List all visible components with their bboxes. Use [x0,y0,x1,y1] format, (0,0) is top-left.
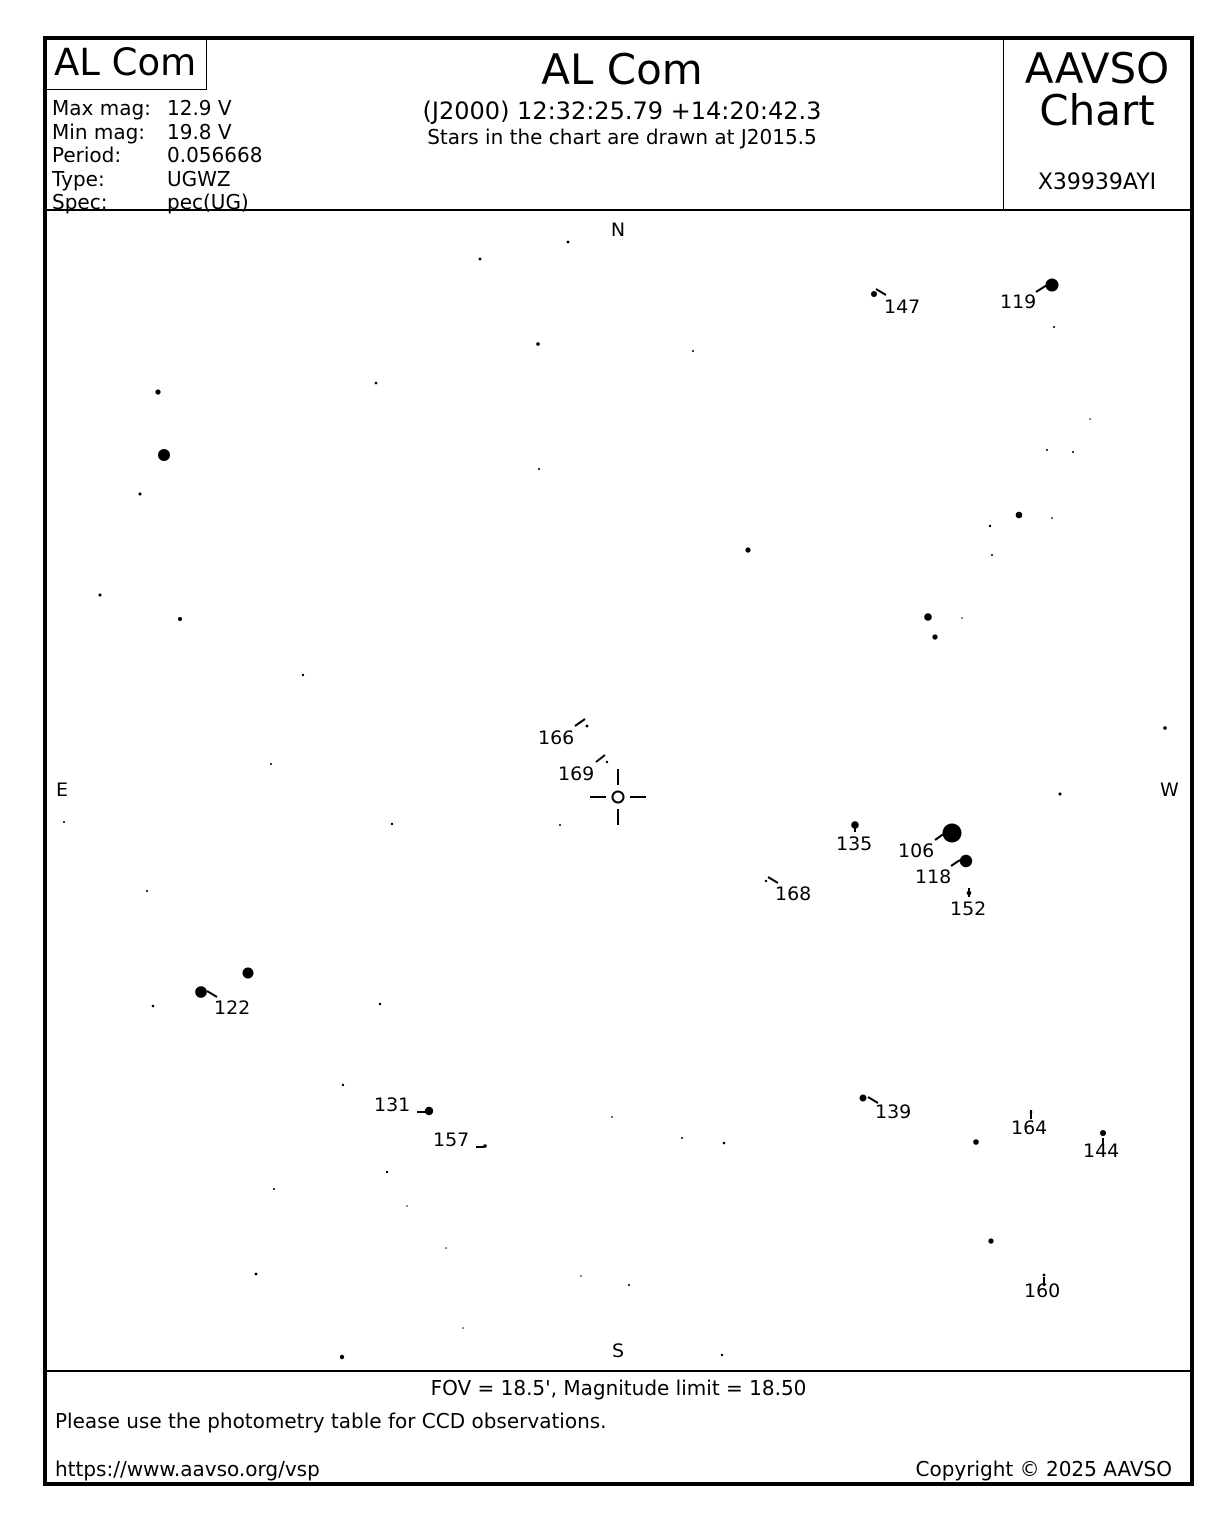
star-dot [765,880,767,882]
star-dot [302,674,304,676]
star-dot [851,821,859,829]
aavso-logo-text [1004,44,1190,135]
meta-value: 0.056668 [167,143,263,167]
star-dot [961,617,963,619]
star-dot [723,1142,726,1145]
star-dot [538,468,540,470]
comparison-label: 169 [558,763,595,785]
star-dot [960,855,972,867]
star-dot [1030,1111,1033,1114]
comparison-label: 118 [915,866,952,888]
leader-line [876,289,886,295]
star-dot [973,1139,979,1145]
star-dot [611,1116,613,1118]
compass-west: W [1160,779,1179,801]
star-dot [692,350,694,352]
leader-line [951,860,960,866]
copyright: Copyright © 2025 AAVSO [915,1457,1172,1481]
ccd-note: Please use the photometry table for CCD observations. [55,1409,607,1433]
star-dot [745,547,750,552]
meta-key: Type: [52,166,105,191]
leader-line [1036,285,1047,292]
comparison-label: 106 [898,840,935,862]
leader-line [596,755,605,762]
star-dot [536,342,540,346]
star-dot [991,554,993,556]
star-dot [628,1284,630,1286]
star-dot [340,1355,344,1359]
comparison-label: 139 [875,1101,912,1123]
star-dot [406,1205,408,1207]
star-dot [586,725,589,728]
vsp-url: https://www.aavso.org/vsp [55,1457,320,1481]
comparison-label: 119 [1000,291,1037,313]
star-dot [1016,512,1023,519]
logo-line-1: AAVSO [1024,44,1170,93]
star-dot [1046,449,1048,451]
chart-title: AL Com [541,45,703,94]
star-dot [425,1107,433,1115]
star-dot [932,634,937,639]
star-dot [1043,1274,1046,1277]
star-dot [559,824,561,826]
comparison-label: 122 [214,997,251,1019]
aavso-logo-block [1003,40,1190,209]
star-dot [270,763,272,765]
star-dot [943,824,962,843]
chart-id: X39939AYI [1037,170,1157,195]
comparison-label: 135 [836,833,873,855]
logo-line-2: Chart [1039,86,1155,135]
star-dot [375,382,378,385]
comparison-label: 164 [1011,1117,1048,1139]
star-dot [871,291,877,297]
meta-key: Max mag: [52,96,151,120]
star-dot [1100,1130,1106,1136]
chart-frame [43,36,1194,1486]
comparison-label: 144 [1083,1140,1120,1162]
star-dot [1163,726,1167,730]
chart-title-block [207,40,1037,149]
star-dot [273,1188,275,1190]
meta-value: 12.9 V [167,96,232,120]
meta-value: UGWZ [167,166,231,191]
star-dot [462,1327,464,1329]
star-dot [1053,326,1055,328]
chart-coordinates: (J2000) 12:32:25.79 +14:20:42.3 [422,97,822,125]
compass-south: S [611,1340,625,1362]
star-dot [243,968,254,979]
star-dot [1046,279,1059,292]
star-field [47,211,1190,1370]
leader-line [575,719,585,726]
star-dot [158,449,170,461]
star-dot [139,493,142,496]
comparison-label: 157 [433,1129,470,1151]
star-dot [988,1238,993,1243]
star-dot [721,1354,723,1356]
star-dot [391,823,393,825]
comparison-label: 160 [1024,1280,1061,1302]
star-dot [860,1095,867,1102]
comparison-label: 152 [950,898,987,920]
star-dot [1051,517,1053,519]
star-dot [967,891,972,896]
target-star-marker [590,769,646,825]
star-dot [479,258,482,261]
star-dot [580,1275,582,1277]
star-dot [1089,418,1091,420]
label-leaders [207,285,1103,1286]
star-dot [1059,793,1062,796]
comparison-label: 166 [538,727,575,749]
meta-value: 19.8 V [167,119,232,144]
star-dot [146,890,148,892]
star-dot [606,761,608,763]
meta-row-type [52,168,262,192]
star-dot [989,525,991,527]
compass-east: E [56,779,69,801]
star-map [47,211,1190,1370]
chart-footer [47,1370,1190,1482]
star-dot [155,389,160,394]
comparison-label: 131 [374,1094,411,1116]
meta-key: Period: [52,143,122,167]
epoch-note: Stars in the chart are drawn at J2015.5 [427,125,817,149]
star-dot [924,613,932,621]
star-dot [445,1247,447,1249]
fov-text: FOV = 18.5', Magnitude limit = 18.50 [430,1376,807,1400]
star-dot [63,821,65,823]
star-dot [195,986,207,998]
comparison-labels [214,291,1119,1302]
star-name-box [47,40,207,90]
star-name: AL Com [54,41,197,84]
comparison-label: 147 [884,296,921,318]
comparison-label: 168 [775,883,812,905]
star-dot [1072,451,1074,453]
star-dot [567,241,570,244]
star-dot [681,1137,683,1139]
star-dot [342,1084,344,1086]
star-dot [152,1005,155,1008]
chart-header [47,40,1190,214]
star-dot [379,1003,381,1005]
meta-key: Spec: [52,190,108,214]
star-dot [386,1171,388,1173]
star-dot [483,1144,487,1148]
compass-north: N [610,219,626,241]
star-dot [255,1273,258,1276]
star-dot [99,594,102,597]
star-dot [178,617,182,621]
meta-value: pec(UG) [167,190,249,214]
field-stars [63,241,1167,1370]
meta-key: Min mag: [52,119,146,144]
